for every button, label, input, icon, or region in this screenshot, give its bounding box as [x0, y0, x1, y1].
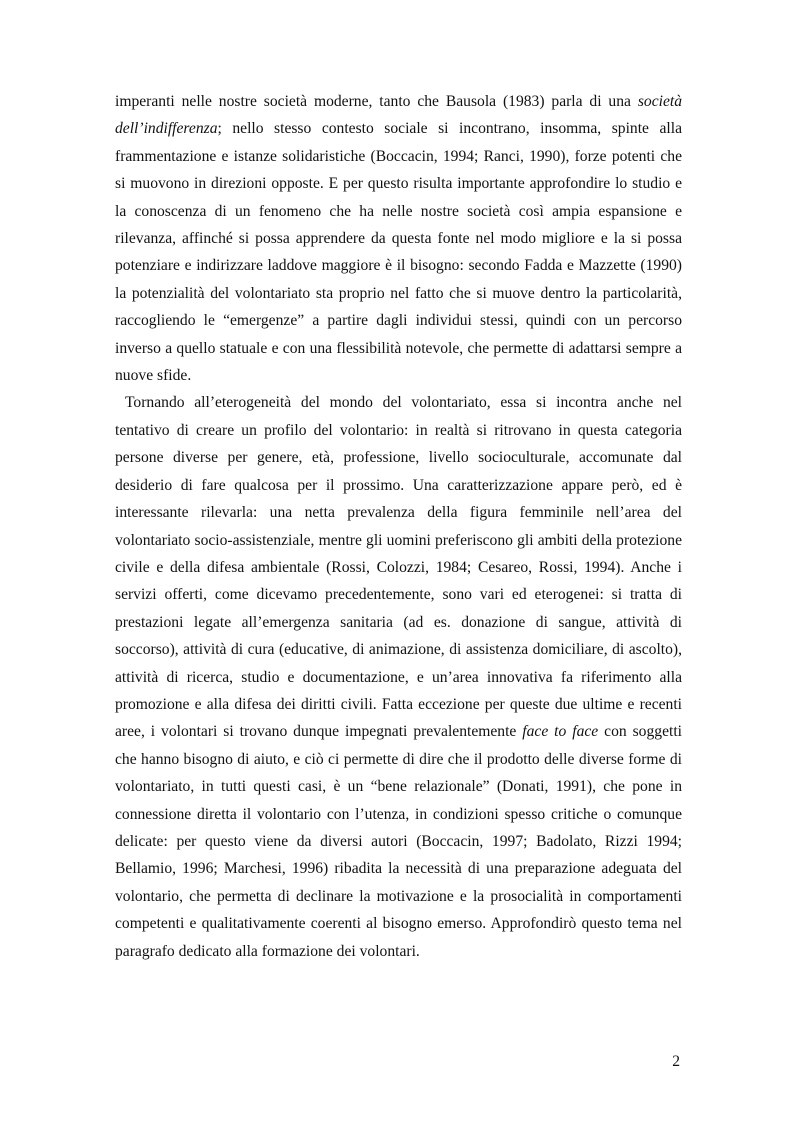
paragraph-2-text-a: Tornando all’eterogeneità del mondo del volontariato, essa si incontra anche nel tentativo di creare un profilo del volontario: in realtà si ritrovano in questa categoria persone diverse per genere, età, professione, livello socioculturale, accomunate dal desiderio di fare qualcosa per il prossimo. Una caratterizzazione appare però, ed è interessante rilevarla: una netta prevalenza della figura femminile nell’area del volontariato socio-assistenziale, mentre gli uomini preferiscono gli ambiti della protezione civile e della difesa ambientale (Rossi, Colozzi, 1984; Cesareo, Rossi, 1994). Anche i servizi offerti, come dicevamo precedentemente, sono vari ed eterogenei: si tratta di prestazioni legate all’emergenza sanitaria (ad es. donazione di sangue, attività di soccorso), attività di cura (educative, di animazione, di assistenza domiciliare, di ascolto), attività di ricerca, studio e documentazione, e un’area innovativa fa riferimento alla promozione e alla difesa dei diritti civili. Fatta eccezione per queste due ultime e recenti aree, i volontari si trovano dunque impegnati prevalentemente: [115, 394, 682, 741]
paragraph-2: [115, 389, 682, 965]
paragraph-1-text-b: ; nello stesso contesto sociale si incontrano, insomma, spinte alla frammentazione e istanze solidaristiche (Boccacin, 1994; Ranci, 1990), forze potenti che si muovono in direzioni opposte. E per questo risulta importante approfondire lo studio e la conoscenza di un fenomeno che ha nelle nostre società così ampia espansione e rilevanza, affinché si possa apprendere da questa fonte nel modo migliore e la si possa potenziare e indirizzare laddove maggiore è il bisogno: secondo Fadda e Mazzette (1990) la potenzialità del volontariato sta proprio nel fatto che si muove dentro la particolarità, raccogliendo le “emergenze” a partire dagli individui stessi, quindi con un percorso inverso a quello statuale e con una flessibilità notevole, che permette di adattarsi sempre a nuove sfide.: [115, 120, 682, 385]
page-number: 2: [672, 1053, 680, 1070]
page-body: [115, 88, 682, 965]
paragraph-1-italic-term: società dell’indifferenza: [115, 93, 682, 138]
paragraph-2-text-b: con soggetti che hanno bisogno di aiuto, e ciò ci permette di dire che il prodotto delle diverse forme di volontariato, in tutti questi casi, è un “bene relazionale” (Donati, 1991), che pone in connessione diretta il volontario con l’utenza, in condizioni spesso critiche o comunque delicate: per questo viene da diversi autori (Boccacin, 1997; Badolato, Rizzi 1994; Bellamio, 1996; Marchesi, 1996) ribadita la necessità di una preparazione adeguata del volontario, che permetta di declinare la motivazione e la prosocialità in comportamenti competenti e qualitativamente coerenti al bisogno emerso. Approfondirò questo tema nel paragrafo dedicato alla formazione dei volontari.: [115, 723, 682, 960]
paragraph-1-text-a: imperanti nelle nostre società moderne, tanto che Bausola (1983) parla di una: [115, 93, 638, 110]
paragraph-2-italic-term: face to face: [522, 723, 599, 741]
paragraph-1: [115, 88, 682, 389]
